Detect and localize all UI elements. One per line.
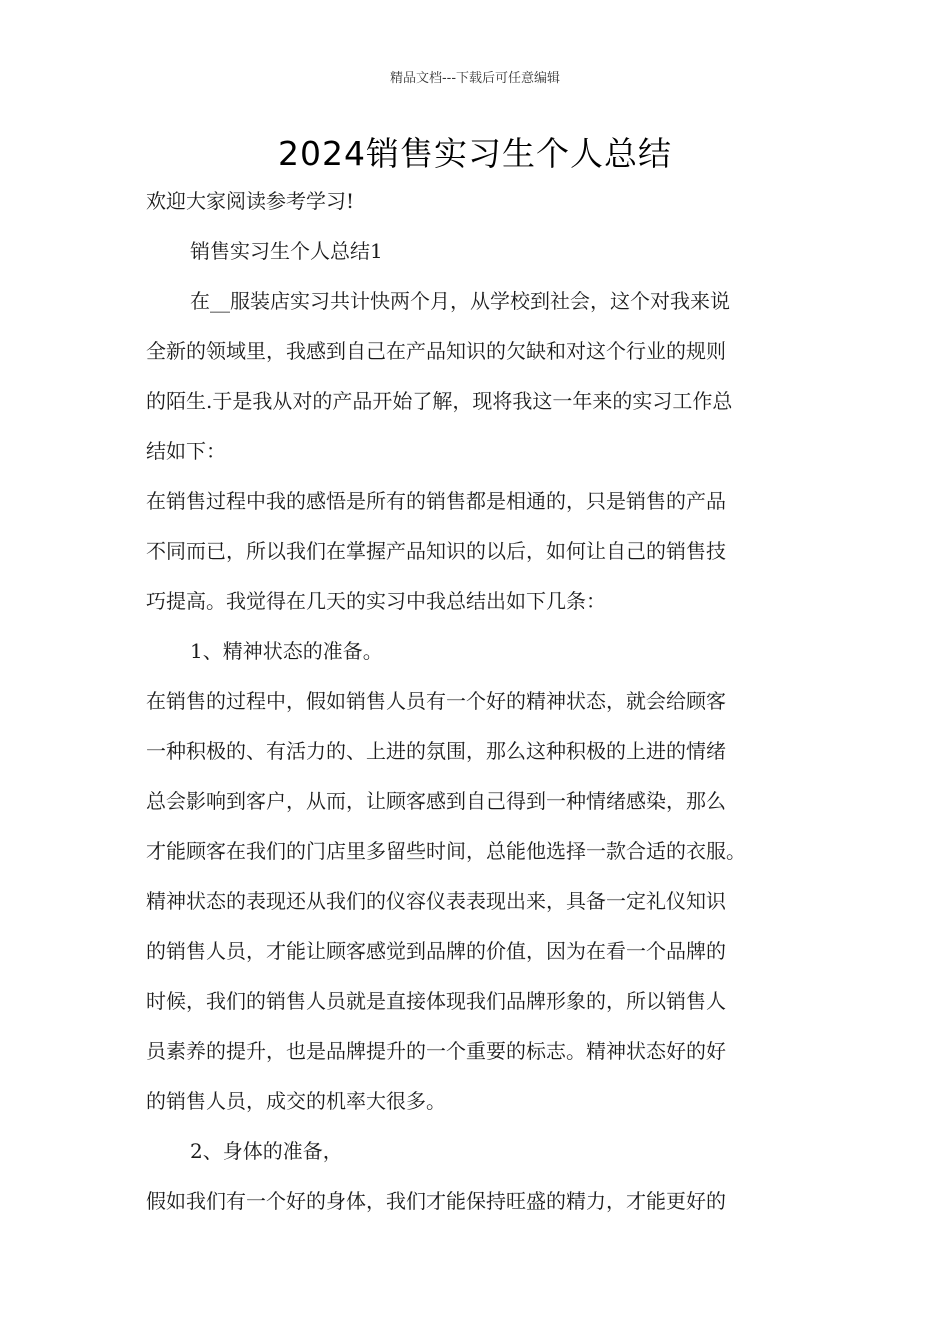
- header-note: 精品文档---下载后可任意编辑: [389, 71, 561, 86]
- document-title: 2024销售实习生个人总结: [278, 134, 672, 173]
- paragraph-1-line: 的陌生.于是我从对的产品开始了解，现将我这一年来的实习工作总: [146, 389, 733, 413]
- paragraph-2-line: 不同而已，所以我们在掌握产品知识的以后，如何让自己的销售技: [146, 539, 726, 563]
- paragraph-3-line: 的销售人员，才能让顾客感觉到品牌的价值，因为在看一个品牌的: [146, 939, 726, 963]
- paragraph-4-line: 假如我们有一个好的身体，我们才能保持旺盛的精力，才能更好的: [146, 1189, 726, 1213]
- paragraph-1-line: 在__服装店实习共计快两个月，从学校到社会，这个对我来说: [190, 289, 730, 313]
- intro-line: 欢迎大家阅读参考学习!: [146, 189, 355, 213]
- paragraph-3-line: 在销售的过程中，假如销售人员有一个好的精神状态，就会给顾客: [146, 689, 726, 713]
- point-1-heading: 1、精神状态的准备。: [190, 639, 383, 663]
- paragraph-3-line: 时候，我们的销售人员就是直接体现我们品牌形象的，所以销售人: [146, 989, 726, 1013]
- section-heading: 销售实习生个人总结1: [190, 239, 383, 263]
- paragraph-2-line: 在销售过程中我的感悟是所有的销售都是相通的，只是销售的产品: [146, 489, 726, 513]
- point-2-heading: 2、身体的准备，: [190, 1139, 343, 1163]
- paragraph-1-line: 结如下：: [146, 439, 226, 463]
- paragraph-3-line: 才能顾客在我们的门店里多留些时间，总能他选择一款合适的衣服。: [146, 839, 746, 863]
- paragraph-3-line: 一种积极的、有活力的、上进的氛围，那么这种积极的上进的情绪: [146, 739, 726, 763]
- paragraph-2-line: 巧提高。我觉得在几天的实习中我总结出如下几条：: [146, 589, 606, 613]
- document-body: [146, 183, 826, 1233]
- paragraph-1-line: 全新的领域里，我感到自己在产品知识的欠缺和对这个行业的规则: [146, 339, 726, 363]
- paragraph-3-line: 总会影响到客户，从而，让顾客感到自己得到一种情绪感染，那么: [146, 789, 726, 813]
- paragraph-3-line: 员素养的提升，也是品牌提升的一个重要的标志。精神状态好的好: [146, 1039, 726, 1063]
- paragraph-3-line: 的销售人员，成交的机率大很多。: [146, 1089, 446, 1113]
- paragraph-3-line: 精神状态的表现还从我们的仪容仪表表现出来，具备一定礼仪知识: [146, 889, 726, 913]
